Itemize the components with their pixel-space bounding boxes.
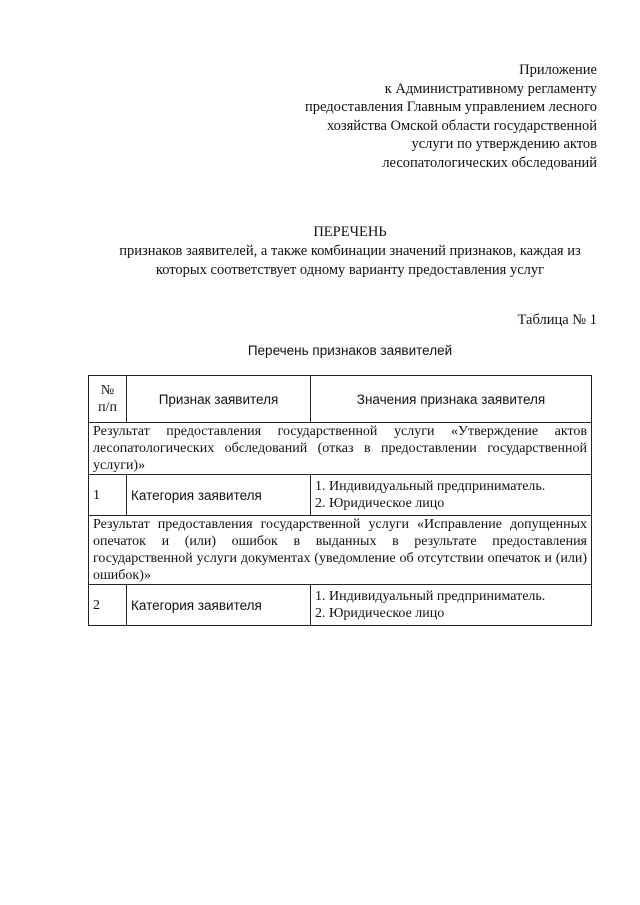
document-subtitle xyxy=(0,242,640,280)
header-number-sign: № xyxy=(100,383,115,398)
appendix-line: предоставления Главным управлением лесного xyxy=(305,99,597,116)
document-title: ПЕРЕЧЕНЬ xyxy=(313,224,387,240)
row-attribute: Категория заявителя xyxy=(127,475,311,516)
row-values xyxy=(311,475,592,516)
header-values: Значения признака заявителя xyxy=(311,376,592,423)
row-values xyxy=(311,585,592,626)
row-number: 1 xyxy=(89,475,127,516)
appendix-line: лесопатологических обследований xyxy=(382,154,597,171)
row-number: 2 xyxy=(89,585,127,626)
appendix-block xyxy=(267,61,597,173)
subtitle-line: которых соответствует одному варианту предоставления услуг xyxy=(155,262,545,278)
table-row xyxy=(89,475,592,516)
header-number xyxy=(89,376,127,423)
section-heading: Результат предоставления государственной услуги «Утверждение актов лесопатологических обследований (отказ в предоставлении государственной услуги)» xyxy=(89,423,592,475)
row-value: 2. Юридическое лицо xyxy=(315,606,445,621)
header-number-pp: п/п xyxy=(98,400,117,415)
header-attribute: Признак заявителя xyxy=(127,376,311,423)
appendix-line: хозяйства Омской области государственной xyxy=(326,117,597,134)
row-attribute: Категория заявителя xyxy=(127,585,311,626)
appendix-line: Приложение xyxy=(519,62,597,78)
subtitle-line: признаков заявителей, а также комбинации значений признаков, каждая из xyxy=(119,243,581,259)
section-heading-row xyxy=(89,423,592,475)
table-caption: Перечень признаков заявителей xyxy=(247,343,453,358)
section-heading: Результат предоставления государственной услуги «Исправление допущенных опечаток и (или) ошибок в выданных в результате предоставления государственной услуги документах (уведомление об отсутствии опечаток и (или) ошибок)» xyxy=(89,516,592,585)
row-value: 2. Юридическое лицо xyxy=(315,496,445,511)
table-number: Таблица № 1 xyxy=(517,312,597,328)
row-value: 1. Индивидуальный предприниматель. xyxy=(315,479,546,494)
table-header-row xyxy=(89,376,592,423)
appendix-line: к Административному регламенту xyxy=(384,80,597,97)
row-value: 1. Индивидуальный предприниматель. xyxy=(315,589,546,604)
section-heading-row xyxy=(89,516,592,585)
appendix-line: услуги по утверждению актов xyxy=(411,136,597,153)
applicant-attributes-table xyxy=(88,375,592,626)
table-row xyxy=(89,585,592,626)
